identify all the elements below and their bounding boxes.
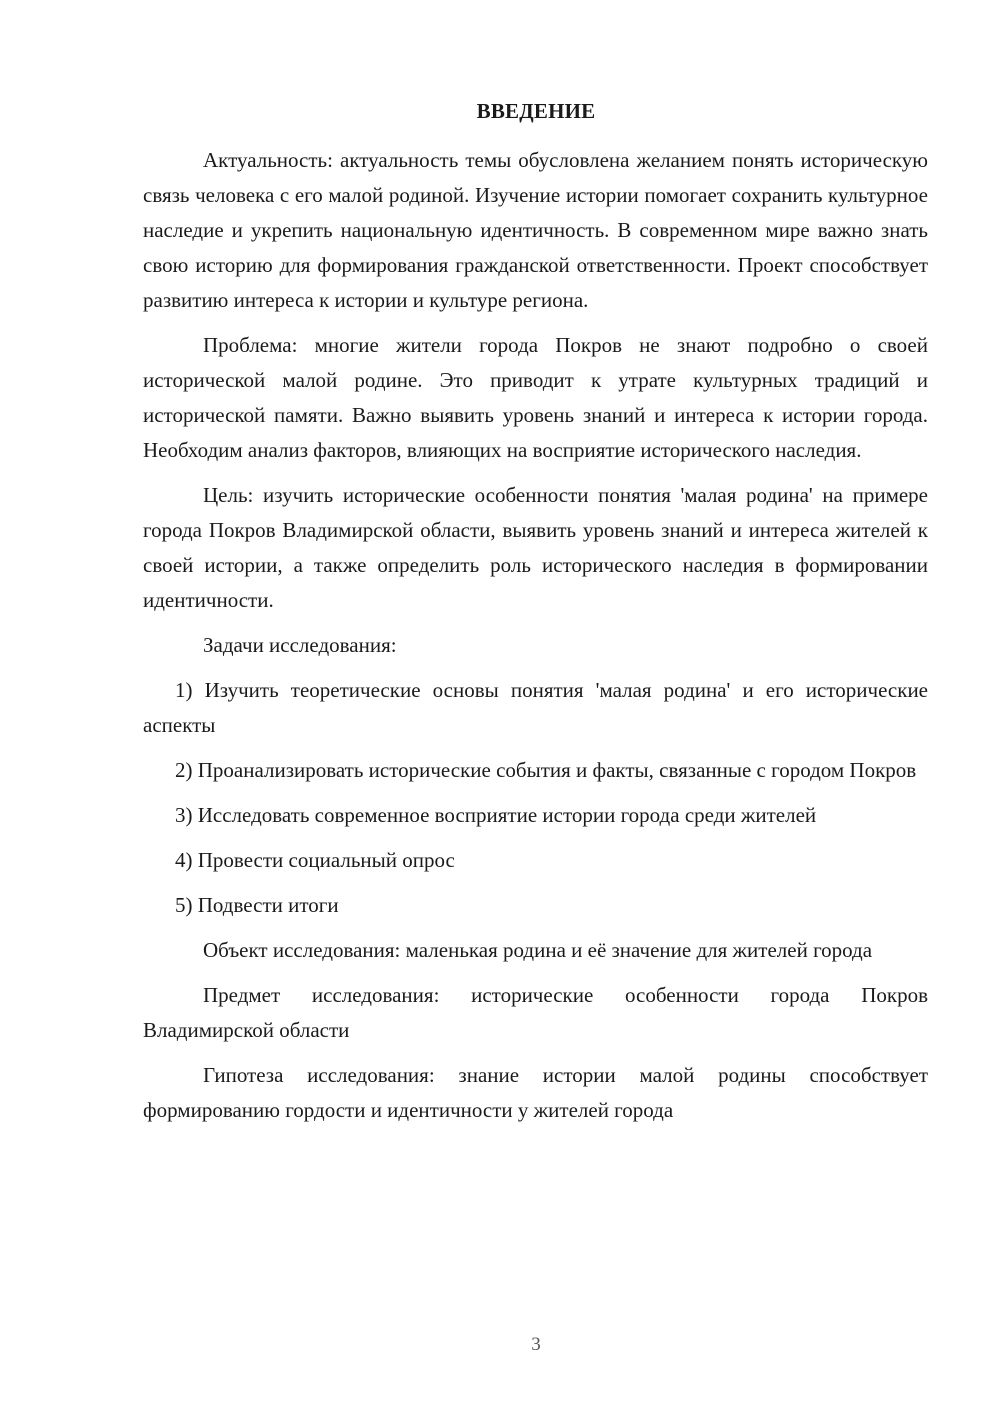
- list-item: 5) Подвести итоги: [175, 893, 339, 917]
- list-item: 2) Проанализировать исторические события и факты, связанные с городом Покров: [175, 758, 917, 782]
- tasks-title: Задачи исследования:: [203, 633, 397, 657]
- list-item: 1) Изучить теоретические основы понятия 'малая родина' и его исторические аспекты: [143, 678, 928, 737]
- paragraph-problem: Проблема: многие жители города Покров не знают подробно о своей исторической малой родине. Это приводит к утрате культурных традиций и исторической памяти. Важно выявить уровень знаний и интереса к истории города. Необходим анализ факторов, влияющих на восприятие исторического наследия.: [143, 333, 928, 462]
- page-title: ВВЕДЕНИЕ: [476, 99, 596, 123]
- page-number: 3: [531, 1334, 541, 1355]
- list-item: 3) Исследовать современное восприятие истории города среди жителей: [175, 803, 817, 827]
- paragraph-subject: Предмет исследования: исторические особенности города Покров Владимирской области: [143, 983, 928, 1042]
- paragraph-object: Объект исследования: маленькая родина и её значение для жителей города: [203, 938, 873, 962]
- paragraph-hypothesis: Гипотеза исследования: знание истории малой родины способствует формированию гордости и идентичности у жителей города: [143, 1063, 928, 1122]
- list-item: 4) Провести социальный опрос: [175, 848, 455, 872]
- paragraph-goal: Цель: изучить исторические особенности понятия 'малая родина' на примере города Покров Владимирской области, выявить уровень знаний и интереса жителей к своей истории, а также определить роль исторического наследия в формировании идентичности.: [143, 483, 928, 612]
- paragraph-relevance: Актуальность: актуальность темы обусловлена желанием понять историческую связь человека с его малой родиной. Изучение истории помогает сохранить культурное наследие и укрепить национальную идентичность. В современном мире важно знать свою историю для формирования гражданской ответственности. Проект способствует развитию интереса к истории и культуре региона.: [143, 148, 928, 312]
- document-body: [143, 143, 928, 1138]
